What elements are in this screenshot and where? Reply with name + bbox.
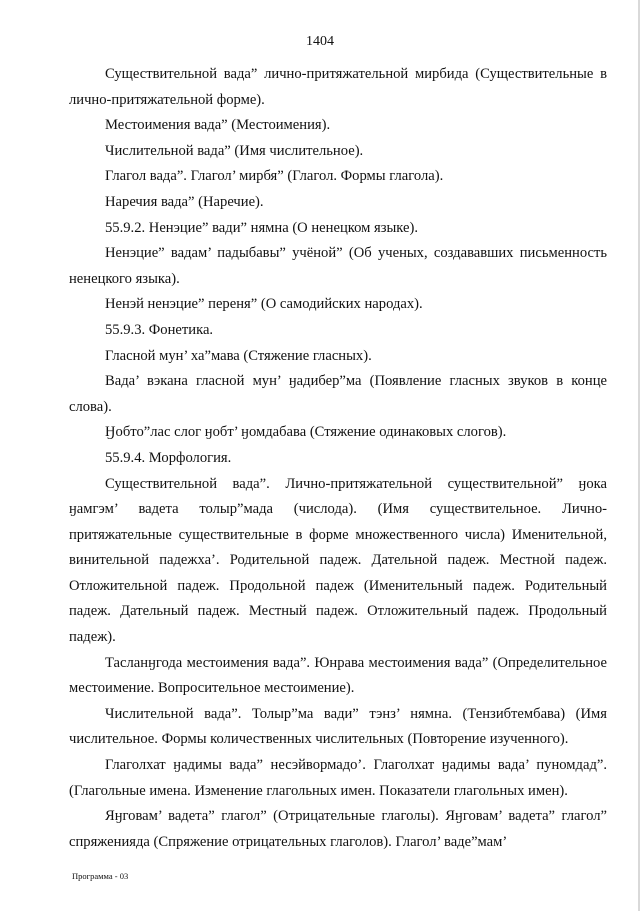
section-heading-55-9-3: 55.9.3. Фонетика. — [105, 321, 214, 338]
paragraph-12: Ӈобто”лас слог ӈобт’ ӈомдабава (Стяжение одинаковых слогов). — [105, 424, 507, 441]
paragraph-18: Яӈговам’ вадета” глагол” (Отрицательные глаголы). Яӈговам’ вадета” глагол” спряженияда (Спряжение отрицательных глаголов). Глагол’ ваде”мам’ — [69, 808, 607, 850]
page-number: 1404 — [306, 34, 334, 49]
paragraph-14: Существительной вада”. Лично-притяжательной существительной” ӈока ӈамгэм’ вадета толыр”мада (числода). (Имя существительное. Лично-притяжательные существительные в форме множественного числа) Именительной, винительной падежха’. Родительной падеж. Дательной падеж. Местной падеж. Отложительной падеж. Продольной падеж (Именительный падеж. Родительный падеж. Дательный падеж. Местный падеж. Отложительный падеж. Продольный падеж). — [69, 475, 607, 646]
paragraph-1: Существительной вада” лично-притяжательной мирбида (Существительные в лично-притяжательной форме). — [69, 66, 607, 108]
paragraph-8: Ненэй ненэцие” переня” (О самодийских народах). — [105, 296, 423, 313]
paragraph-7: Ненэцие” вадам’ падыбавы” учёной” (Об ученых, создававших письменность ненецкого языка). — [69, 245, 607, 287]
paragraph-17: Глаголхат ӈадимы вада” несэйвормадо’. Глаголхат ӈадимы вада’ пуномдад”. (Глагольные имена. Изменение глагольных имен. Показатели глагольных имен). — [69, 757, 607, 799]
paragraph-4: Глагол вада”. Глагол’ мирбя” (Глагол. Формы глагола). — [105, 168, 444, 185]
paragraph-11: Вада’ вэкана гласной мун’ ӈадибер”ма (Появление гласных звуков в конце слова). — [69, 373, 607, 415]
paragraph-15: Тасланӈгода местоимения вада”. Юнрава местоимения вада” (Определительное местоимение. Вопросительное местоимение). — [69, 654, 607, 697]
section-heading-55-9-4: 55.9.4. Морфология. — [105, 449, 232, 466]
paragraph-3: Числительной вада” (Имя числительное). — [105, 142, 364, 159]
section-heading-55-9-2: 55.9.2. Ненэцие” вади” нямна (О ненецком языке). — [105, 219, 419, 236]
footer-program-label: Программа - 03 — [72, 871, 129, 881]
paragraph-2: Местоимения вада” (Местоимения). — [105, 117, 331, 134]
paragraph-10: Гласной мун’ ха”мава (Стяжение гласных). — [105, 347, 372, 364]
paragraph-16: Числительной вада”. Толыр”ма вади” тэнз’ нямна. (Тензибтембава) (Имя числительное. Формы количественных числительных (Повторение изученного). — [69, 705, 607, 748]
paragraph-5: Наречия вада” (Наречие). — [105, 193, 264, 210]
document-body — [69, 62, 607, 855]
